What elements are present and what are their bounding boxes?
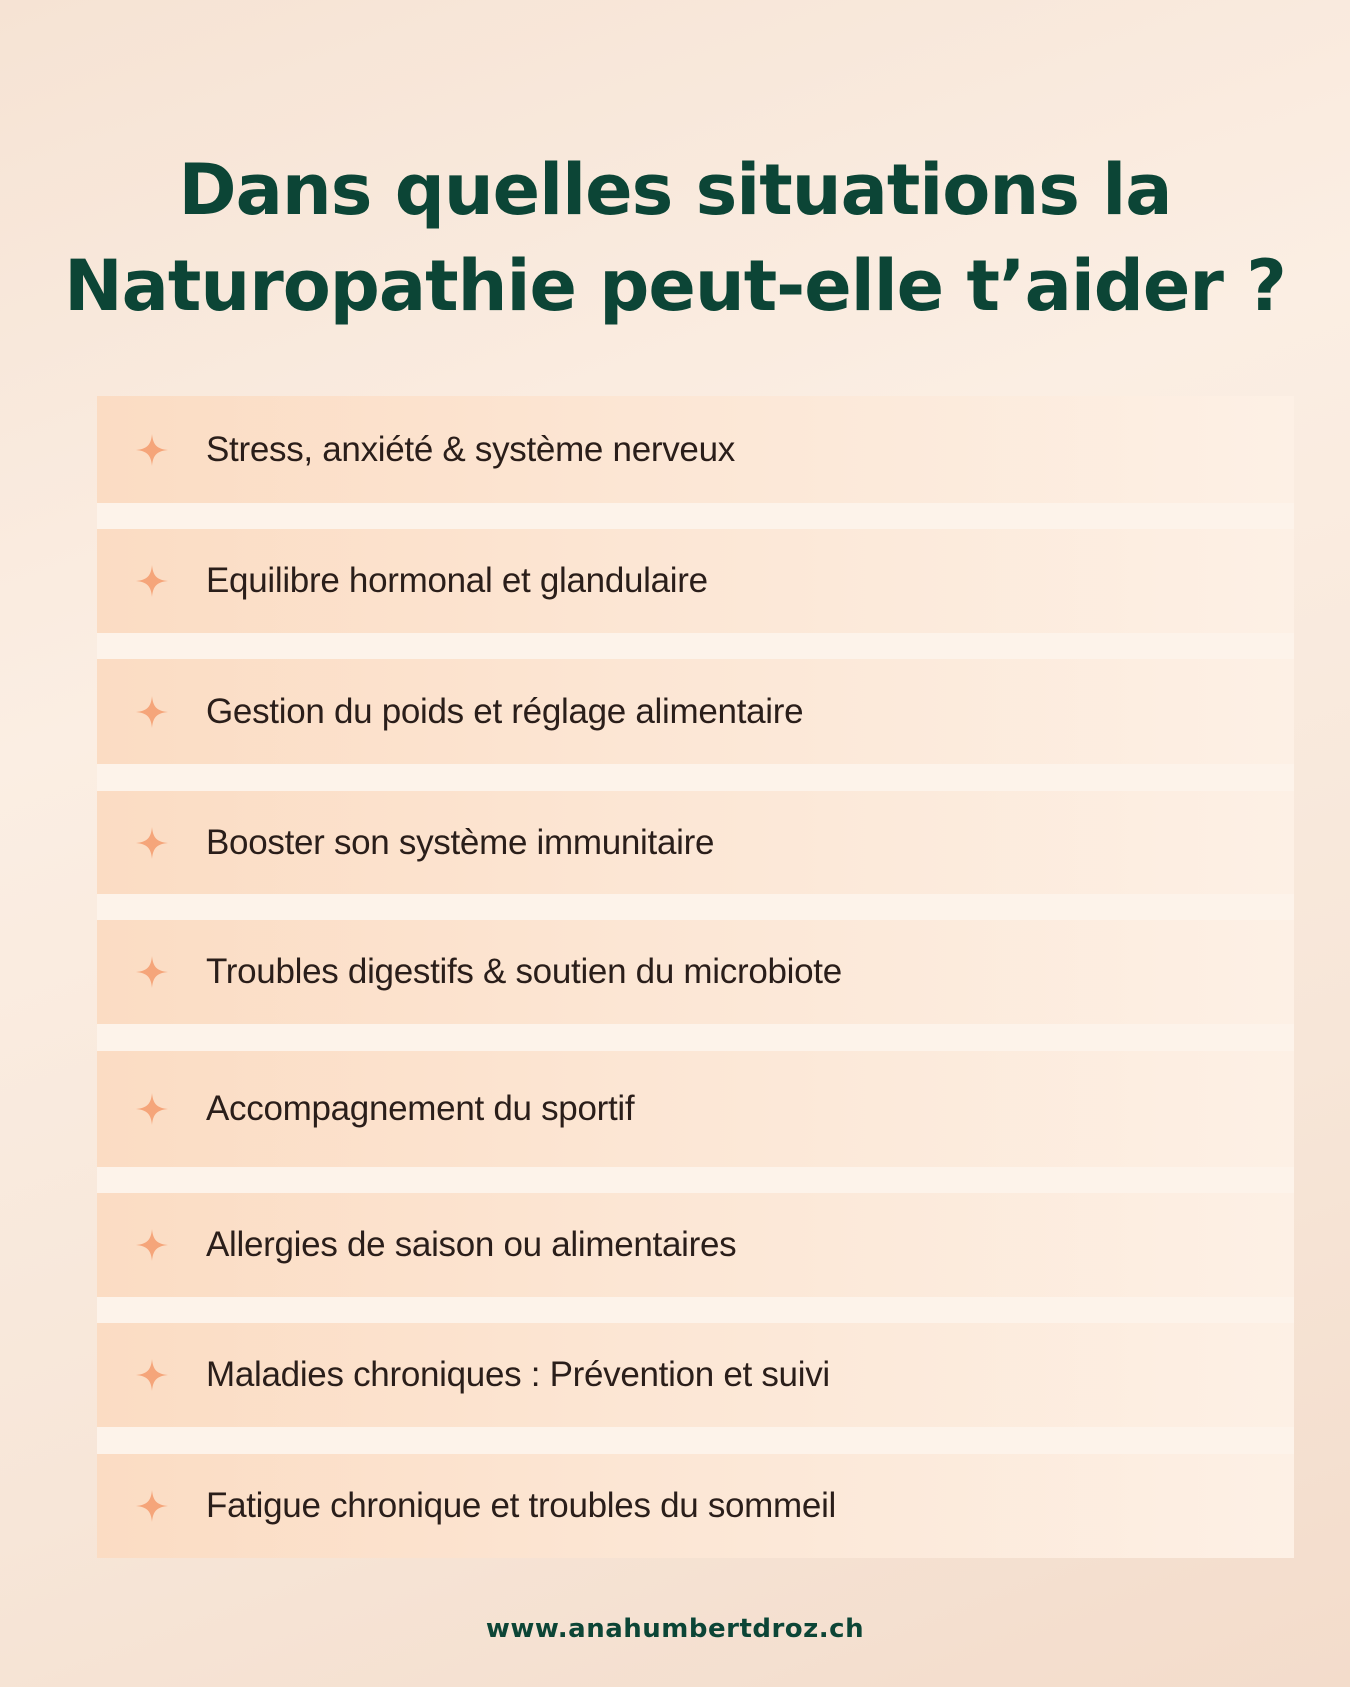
website-link[interactable]: www.anahumbertdroz.ch (485, 1614, 865, 1644)
list-item (97, 1193, 1294, 1297)
sparkle-star-icon (135, 695, 169, 729)
list-item-label: Stress, anxiété & système nerveux (206, 429, 735, 469)
list-item-label: Fatigue chronique et troubles du sommeil (206, 1486, 837, 1525)
sparkle-star-icon (135, 564, 169, 598)
sparkle-star-icon (135, 1489, 169, 1523)
list-item (97, 529, 1294, 633)
list-item-label: Allergies de saison ou alimentaires (206, 1225, 737, 1264)
sparkle-star-icon (135, 1228, 169, 1262)
list-item (97, 659, 1294, 764)
title-line-2: Naturopathie peut-elle t’aider ? (64, 245, 1286, 327)
list-item-label: Gestion du poids et réglage alimentaire (206, 691, 804, 731)
list-item-label: Accompagnement du sportif (206, 1089, 635, 1128)
list-item-label: Troubles digestifs & soutien du microbiote (206, 952, 842, 991)
list-item-label: Maladies chroniques : Prévention et suivi (206, 1355, 830, 1394)
list-item (97, 1454, 1294, 1558)
page-title (0, 142, 1350, 334)
list-item (97, 791, 1294, 894)
list-item-label: Booster son système immunitaire (206, 822, 715, 862)
situations-list (97, 396, 1294, 1558)
sparkle-star-icon (135, 1092, 169, 1126)
list-item (97, 1323, 1294, 1427)
list-item (97, 1051, 1294, 1167)
list-item-label: Equilibre hormonal et glandulaire (206, 561, 708, 600)
sparkle-star-icon (135, 1358, 169, 1392)
title-line-1: Dans quelles situations la (178, 149, 1172, 231)
list-item (97, 920, 1294, 1024)
sparkle-star-icon (135, 955, 169, 989)
sparkle-star-icon (135, 433, 169, 467)
list-item (97, 396, 1294, 503)
sparkle-star-icon (135, 826, 169, 860)
